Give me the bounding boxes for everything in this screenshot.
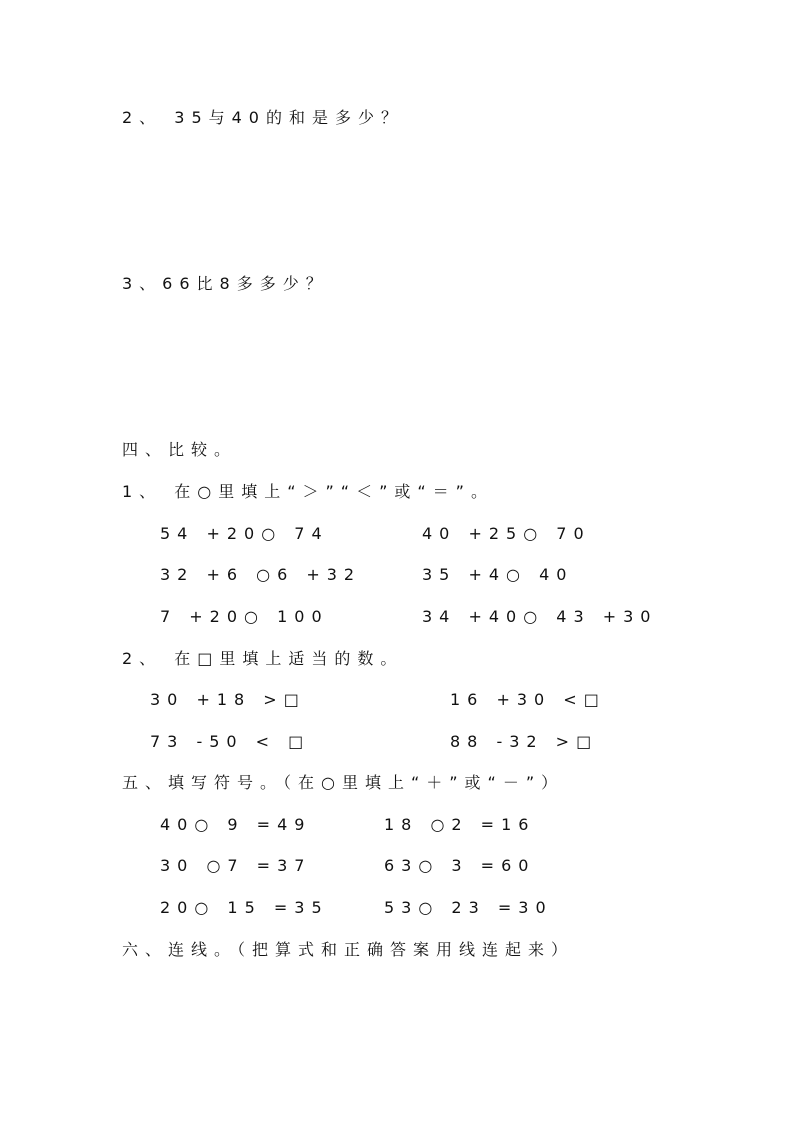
compare-row-2-left: 32 +6 ○6 +32: [160, 565, 362, 584]
fill-row-1-left: 30 +18 >□: [150, 690, 306, 709]
symbol-row-1-right: 18 ○2 =16: [384, 815, 536, 834]
section-4-heading: 四、比较。: [122, 440, 238, 459]
compare-row-2-right: 35 +4○ 40: [422, 565, 574, 584]
symbol-row-3-right: 53○ 23 =30: [384, 898, 553, 917]
section-4-part-2-instruction: 2、 在□里填上适当的数。: [122, 649, 404, 668]
fill-row-2-left: 73 -50 < □: [150, 732, 311, 751]
section-4-part-1-instruction: 1、 在○里填上“＞”“＜”或“＝”。: [122, 482, 494, 501]
compare-row-1-right: 40 +25○ 70: [422, 524, 591, 543]
question-2: 2、 35与40的和是多少？: [122, 108, 404, 127]
symbol-row-2-right: 63○ 3 =60: [384, 856, 536, 875]
compare-row-1-left: 54 +20○ 74: [160, 524, 329, 543]
symbol-row-1-left: 40○ 9 =49: [160, 815, 312, 834]
symbol-row-2-left: 30 ○7 =37: [160, 856, 312, 875]
section-5-heading: 五、填写符号。（在○里填上“＋”或“－”）: [122, 773, 565, 792]
compare-row-3-right: 34 +40○ 43 +30: [422, 607, 658, 626]
fill-row-1-right: 16 +30 <□: [450, 690, 606, 709]
question-3: 3、66比8多多少？: [122, 274, 329, 293]
symbol-row-3-left: 20○ 15 =35: [160, 898, 329, 917]
fill-row-2-right: 88 -32 >□: [450, 732, 599, 751]
compare-row-3-left: 7 +20○ 100: [160, 607, 329, 626]
section-6-heading: 六、连线。（把算式和正确答案用线连起来）: [122, 940, 575, 959]
